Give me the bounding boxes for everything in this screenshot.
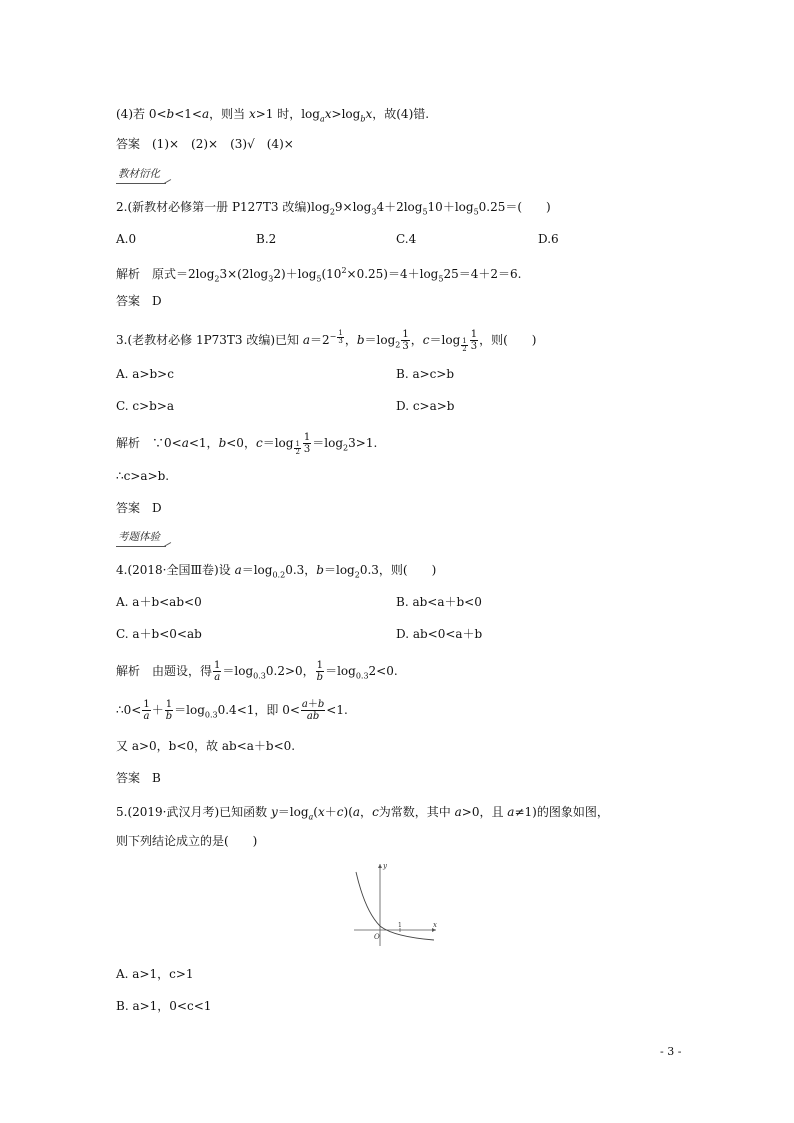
question-3: 3.(老教材必修 1P73T3 改编)已知 $a=2^{- \frac{1}{3}}$ ，$b=\log_2$ $\frac{1}{3}$ ，c＝log $_{\frac{1}{2}}$ $\frac{1}{3}$ ，则( ) (116, 328, 537, 353)
q3-option-c: C. c>b>a (116, 399, 175, 413)
question-2: 2.(新教材必修第一册 P127T3 改编)$\log_29\times\log_34+2\log_510+\log_50.25=$( ) (116, 200, 551, 217)
section-tag-textbook: 教材衍化 (116, 167, 166, 184)
q2-option-b: B.2 (256, 232, 277, 246)
q3-solution-2: ∴c>a>b. (116, 469, 170, 483)
q4-solution-3: 又 a>0，b<0，故 ab<a＋b<0. (116, 739, 296, 753)
q3-option-b: B. a>c>b (396, 367, 455, 381)
question-5-cont: 则下列结论成立的是( ) (116, 834, 258, 848)
q4-solution-2: ∴0< $\frac{1}{a}$ ＋ $\frac{1}{b}$ $=\log_{0.3}0.4<1$，即 0< $\frac{a+b}{ab}$ <1. (116, 699, 348, 722)
q5-option-a: A. a>1，c>1 (116, 967, 194, 981)
answer-1: 答案 (1)× (2)× (3)√ (4)× (116, 137, 294, 151)
axis-x-label: x (433, 921, 437, 929)
q5-option-b: B. a>1，0<c<1 (116, 999, 212, 1013)
origin-label: O (374, 933, 380, 941)
page-number: - 3 - (660, 1045, 682, 1058)
q3-option-d: D. c>a>b (396, 399, 455, 413)
item-4-conclusion: (4)若 0<b<1<a，则当 x>1 时，$\log_ax>\log_bx$，故(4)错. (116, 107, 430, 124)
q3-answer: 答案 D (116, 501, 162, 515)
function-graph (350, 858, 440, 948)
q3-solution: 解析 ∵0<a<1，b<0，c＝log $_{\frac{1}{2}}$ $\frac{1}{3}$ $=\log_23>1$. (116, 432, 378, 456)
q4-option-b: B. ab<a＋b<0 (396, 595, 482, 609)
q4-option-d: D. ab<0<a＋b (396, 627, 483, 641)
q3-option-a: A. a>b>c (116, 367, 174, 381)
q4-solution: 解析 由题设，得 $\frac{1}{a}$ $=\log_{0.3}0.2>0$， $\frac{1}{b}$ $=\log_{0.3}2<0$. (116, 660, 398, 683)
q2-solution: 解析 原式$=2\log_23\times(2\log_32)+\log_5(10^2\times 0.25)=4+\log_525=4+2=6$. (116, 266, 522, 284)
axis-y-label: y (383, 862, 387, 870)
q2-option-a: A.0 (116, 232, 137, 246)
q2-option-d: D.6 (538, 232, 559, 246)
tick-label: 1 (398, 922, 402, 929)
section-tag-exam: 考题体验 (116, 530, 166, 547)
q4-option-a: A. a＋b<ab<0 (116, 595, 202, 609)
question-5: 5.(2019·武汉月考)已知函数 $y=\log_a(x+c)(a$，c为常数，其中 a>0，且 a≠1)的图象如图， (116, 805, 609, 822)
q4-option-c: C. a＋b<0<ab (116, 627, 202, 641)
q4-answer: 答案 B (116, 771, 161, 785)
question-4: 4.(2018·全国Ⅲ卷)设 $a=\log_{0.2}0.3$，$b=\log_20.3$，则( ) (116, 563, 437, 580)
q2-answer: 答案 D (116, 294, 162, 308)
q2-option-c: C.4 (396, 232, 417, 246)
